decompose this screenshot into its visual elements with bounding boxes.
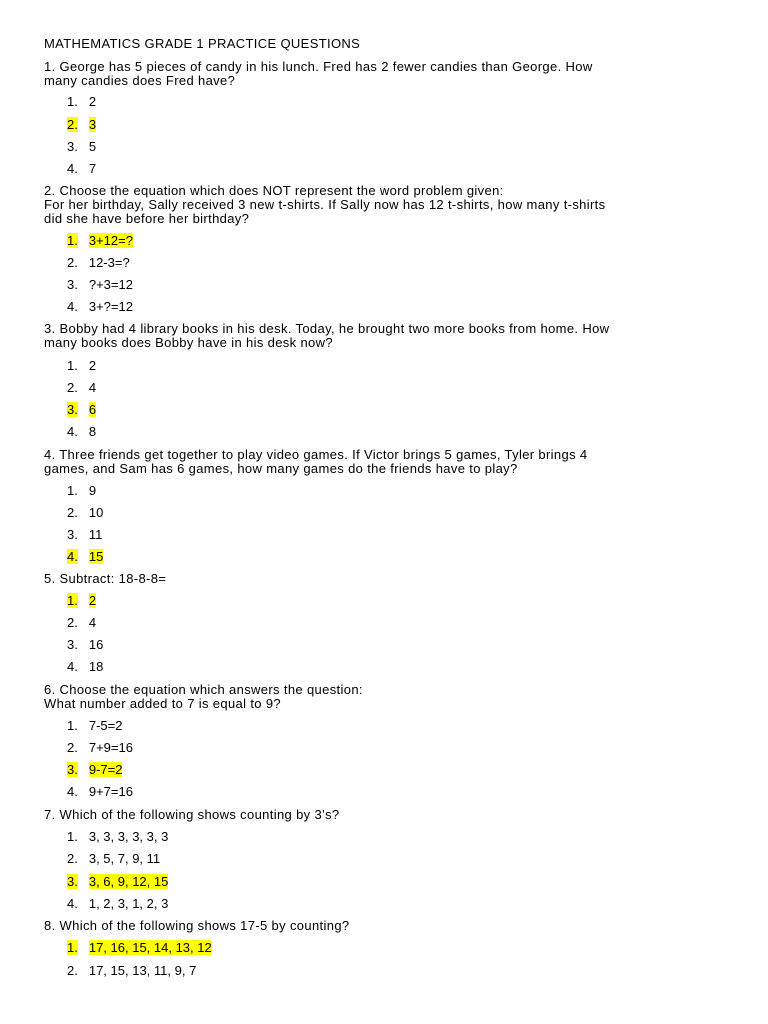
option-number: 3. (67, 637, 78, 652)
option-text: 4 (88, 380, 97, 395)
question-3-text: 3. Bobby had 4 library books in his desk. Today, he brought two more books from home. How (44, 321, 610, 336)
question-2-option-1 (67, 233, 133, 248)
option-text: 3, 6, 9, 12, 15 (88, 874, 169, 889)
option-text: 9+7=16 (88, 784, 133, 799)
option-text: 7-5=2 (88, 718, 123, 733)
question-8-text: 8. Which of the following shows 17-5 by counting? (44, 918, 350, 933)
question-5-option-2 (67, 615, 96, 630)
option-number: 3. (67, 527, 78, 542)
option-text: 1, 2, 3, 1, 2, 3 (88, 896, 169, 911)
option-text: 17, 16, 15, 14, 13, 12 (88, 940, 212, 955)
option-text: 15 (88, 549, 104, 564)
question-4-text: 4. Three friends get together to play video games. If Victor brings 5 games, Tyler brings 4 (44, 447, 588, 462)
question-7-option-1 (67, 829, 168, 844)
option-number: 2. (67, 740, 78, 755)
option-text: 9-7=2 (88, 762, 123, 777)
question-2-text: did she have before her birthday? (44, 211, 250, 226)
option-number: 4. (67, 896, 78, 911)
option-text: 10 (88, 505, 104, 520)
option-text: 8 (88, 424, 97, 439)
option-number: 3. (67, 874, 78, 889)
question-6-option-3 (67, 762, 122, 777)
question-4-option-4 (67, 549, 103, 564)
option-text: 18 (88, 659, 104, 674)
option-number: 4. (67, 299, 78, 314)
option-text: 7 (88, 161, 97, 176)
option-number: 4. (67, 424, 78, 439)
question-5-text: 5. Subtract: 18-8-8= (44, 571, 167, 586)
question-3-option-3 (67, 402, 96, 417)
question-1-text: 1. George has 5 pieces of candy in his lunch. Fred has 2 fewer candies than George. How (44, 59, 593, 74)
question-4-text: games, and Sam has 6 games, how many games do the friends have to play? (44, 461, 518, 476)
option-number: 2. (67, 380, 78, 395)
option-number: 1. (67, 358, 78, 373)
option-number: 4. (67, 549, 78, 564)
option-number: 2. (67, 255, 78, 270)
question-8-option-1 (67, 940, 212, 955)
option-number: 2. (67, 505, 78, 520)
option-number: 1. (67, 233, 78, 248)
option-text: 3, 5, 7, 9, 11 (88, 851, 161, 866)
option-number: 1. (67, 483, 78, 498)
question-2-option-3 (67, 277, 133, 292)
question-4-option-2 (67, 505, 103, 520)
option-number: 1. (67, 718, 78, 733)
question-3-option-4 (67, 424, 96, 439)
question-5-option-3 (67, 637, 103, 652)
option-number: 4. (67, 659, 78, 674)
option-text: 2 (88, 358, 97, 373)
option-text: 5 (88, 139, 97, 154)
option-number: 3. (67, 402, 78, 417)
question-2-option-2 (67, 255, 130, 270)
question-7-text: 7. Which of the following shows counting by 3’s? (44, 807, 340, 822)
option-number: 1. (67, 94, 78, 109)
option-text: 11 (88, 527, 103, 542)
question-2-option-4 (67, 299, 133, 314)
question-6-text: 6. Choose the equation which answers the question: (44, 682, 363, 697)
option-text: 3, 3, 3, 3, 3, 3 (88, 829, 169, 844)
option-text: 2 (88, 94, 97, 109)
option-text: 2 (88, 593, 97, 608)
question-8-option-2 (67, 963, 196, 978)
option-text: 3 (88, 117, 97, 132)
question-1-text: many candies does Fred have? (44, 73, 236, 88)
option-text: 9 (88, 483, 97, 498)
option-text: 17, 15, 13, 11, 9, 7 (88, 963, 197, 978)
question-2-text: For her birthday, Sally received 3 new t-shirts. If Sally now has 12 t-shirts, how many t-shirts (44, 197, 606, 212)
question-3-option-1 (67, 358, 96, 373)
question-1-option-1 (67, 94, 96, 109)
option-number: 3. (67, 762, 78, 777)
question-6-option-2 (67, 740, 133, 755)
document-title: MATHEMATICS GRADE 1 PRACTICE QUESTIONS (44, 36, 361, 51)
question-6-option-1 (67, 718, 122, 733)
question-7-option-4 (67, 896, 168, 911)
question-6-option-4 (67, 784, 133, 799)
option-text: 16 (88, 637, 104, 652)
option-number: 2. (67, 117, 78, 132)
option-number: 4. (67, 161, 78, 176)
option-number: 1. (67, 829, 78, 844)
question-4-option-3 (67, 527, 102, 542)
option-number: 4. (67, 784, 78, 799)
question-5-option-4 (67, 659, 103, 674)
option-text: 3+12=? (88, 233, 133, 248)
question-7-option-3 (67, 874, 168, 889)
question-1-option-3 (67, 139, 96, 154)
option-number: 1. (67, 940, 78, 955)
question-1-option-4 (67, 161, 96, 176)
question-2-text: 2. Choose the equation which does NOT represent the word problem given: (44, 183, 504, 198)
option-number: 1. (67, 593, 78, 608)
option-number: 2. (67, 851, 78, 866)
question-7-option-2 (67, 851, 160, 866)
question-3-option-2 (67, 380, 96, 395)
question-5-option-1 (67, 593, 96, 608)
question-3-text: many books does Bobby have in his desk now? (44, 335, 333, 350)
option-number: 2. (67, 963, 78, 978)
question-6-text: What number added to 7 is equal to 9? (44, 696, 281, 711)
option-text: 12-3=? (88, 255, 130, 270)
option-number: 3. (67, 139, 78, 154)
option-number: 2. (67, 615, 78, 630)
question-1-option-2 (67, 117, 96, 132)
option-text: 4 (88, 615, 97, 630)
option-text: 6 (88, 402, 97, 417)
option-text: ?+3=12 (88, 277, 133, 292)
question-4-option-1 (67, 483, 96, 498)
option-text: 3+?=12 (88, 299, 133, 314)
option-text: 7+9=16 (88, 740, 133, 755)
option-number: 3. (67, 277, 78, 292)
